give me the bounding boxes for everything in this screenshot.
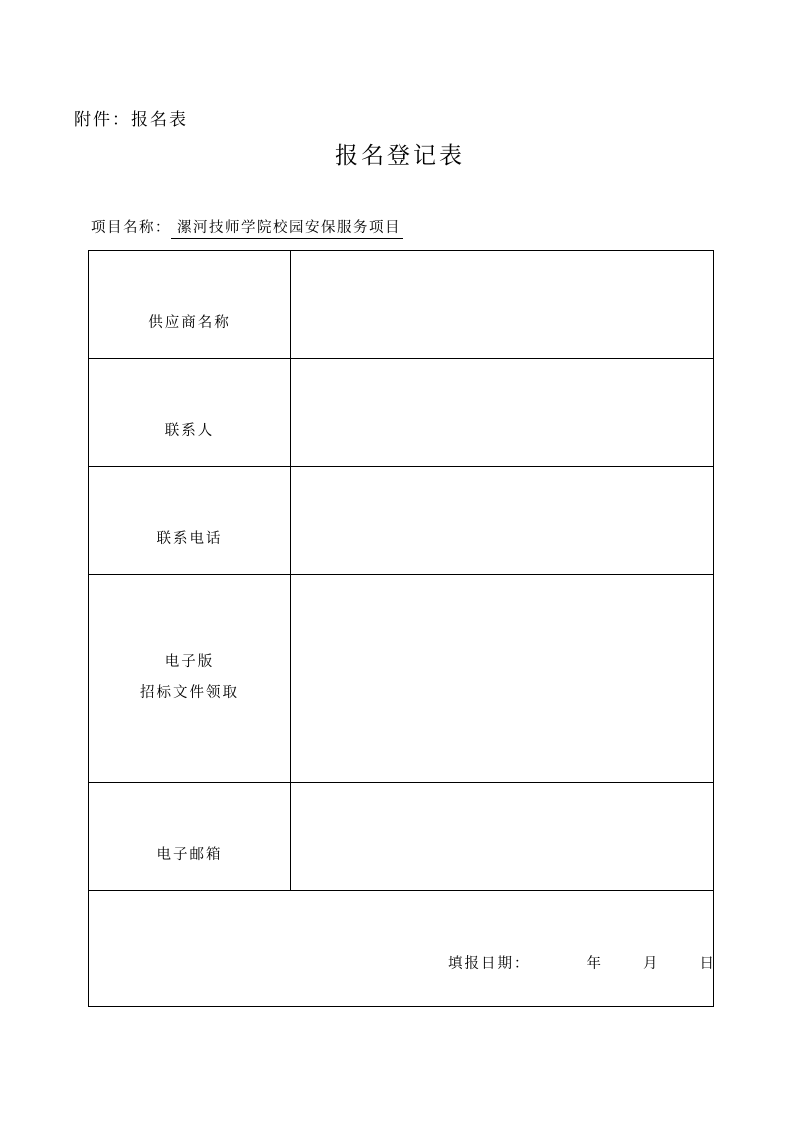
contact-phone-field[interactable] (291, 467, 714, 575)
project-name-line (91, 217, 403, 239)
contact-person-field[interactable] (291, 359, 714, 467)
fill-date-label: 填报日期： (448, 956, 531, 972)
email-label: 电子邮箱 (156, 847, 223, 863)
table-row-phone (89, 467, 714, 575)
contact-person-label: 联系人 (164, 423, 215, 439)
form-title: 报名登记表 (335, 143, 465, 169)
contact-phone-label-cell (89, 467, 291, 575)
document-download-label-line-2: 招标文件领取 (140, 685, 239, 701)
day-label: 日 (699, 956, 716, 972)
table-row-document-download (89, 575, 714, 783)
document-download-label-cell (89, 575, 291, 783)
email-field[interactable] (291, 783, 714, 891)
attachment-label: 附件：报名表 (74, 110, 188, 130)
project-name-label: 项目名称： (91, 220, 171, 236)
contact-person-label-cell (89, 359, 291, 467)
month-label: 月 (643, 956, 660, 972)
supplier-name-label: 供应商名称 (148, 315, 231, 331)
project-name-value: 漯河技师学院校园安保服务项目 (171, 218, 403, 239)
table-row-contact (89, 359, 714, 467)
year-label: 年 (586, 956, 603, 972)
table-row-supplier (89, 251, 714, 359)
table-row-email (89, 783, 714, 891)
registration-table (88, 250, 714, 1007)
document-download-field[interactable] (291, 575, 714, 783)
fill-date-cell (89, 891, 714, 1007)
email-label-cell (89, 783, 291, 891)
supplier-name-label-cell (89, 251, 291, 359)
contact-phone-label: 联系电话 (156, 531, 223, 547)
table-row-fill-date (89, 891, 714, 1007)
document-download-label-line-1: 电子版 (164, 654, 215, 670)
fill-date-line (448, 953, 716, 975)
supplier-name-field[interactable] (291, 251, 714, 359)
